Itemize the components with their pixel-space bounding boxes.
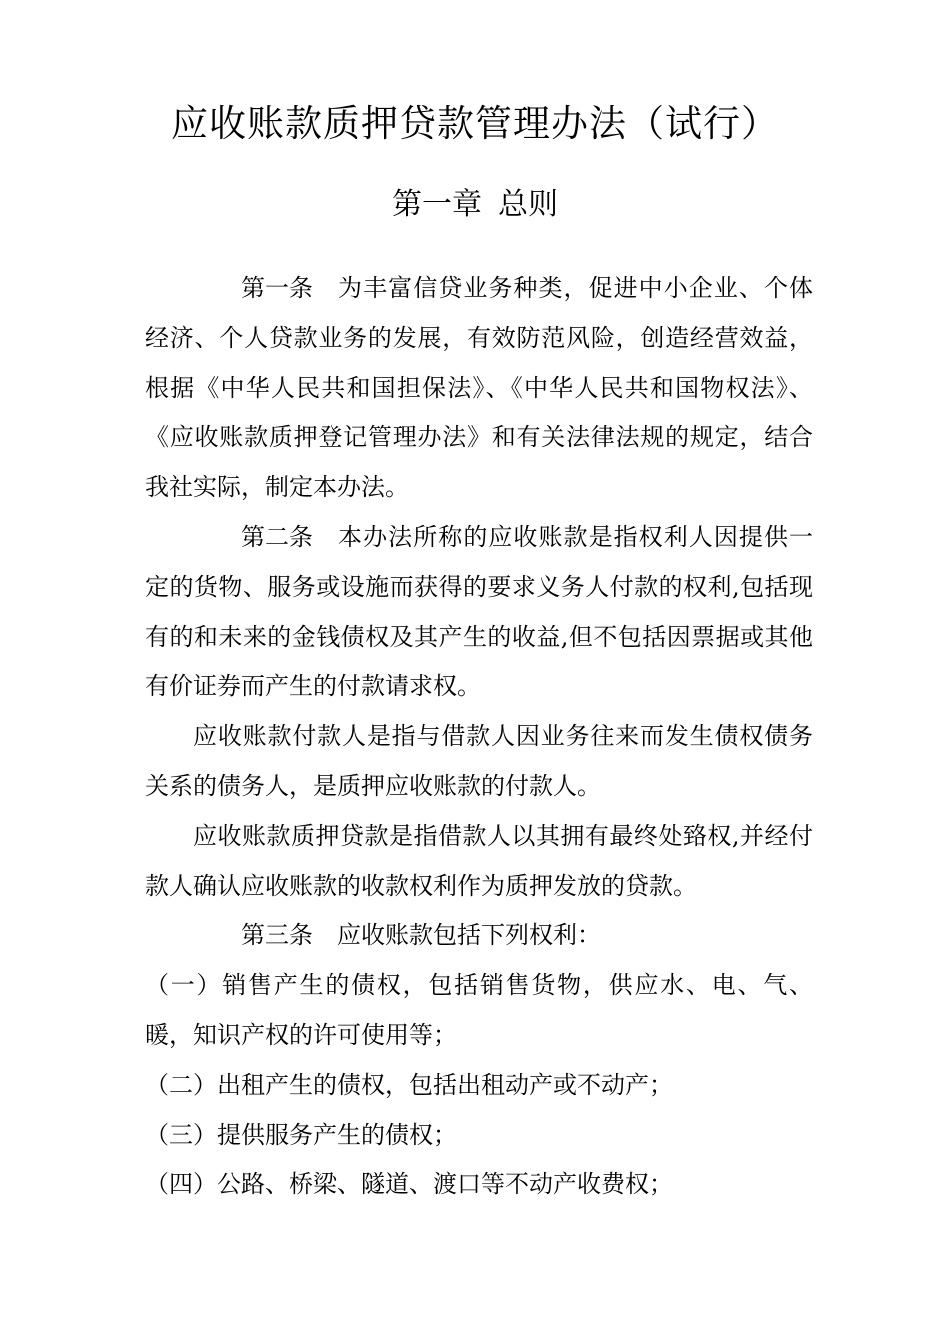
list-item: （二）出租产生的债权，包括出租动产或不动产；: [145, 1070, 673, 1099]
article-paragraph: [145, 712, 813, 812]
document-body: [145, 264, 813, 1210]
article-paragraph: [145, 911, 813, 961]
chapter-name: 总则: [498, 187, 558, 222]
article-paragraph: [145, 513, 813, 712]
article-text: 应收账款质押贷款是指借款人以其拥有最终处臵权,并经付款人确认应收账款的收款权利作为质押发放的贷款。: [145, 821, 813, 900]
article-label: 第三条: [241, 921, 313, 950]
list-item: （一）销售产生的债权，包括销售货物，供应水、电、气、暖，知识产权的许可使用等；: [145, 971, 813, 1049]
article-label: 第二条: [241, 522, 313, 551]
chapter-heading: [0, 183, 950, 227]
document-title: 应收账款质押贷款管理办法（试行）: [171, 102, 779, 145]
article-text: 本办法所称的应收账款是指权利人因提供一定的货物、服务或设施而获得的要求义务人付款的权利,包括现有的和未来的金钱债权及其产生的收益,但不包括因票据或其他有价证券而产生的付款请求权。: [145, 522, 813, 701]
article-text: 为丰富信贷业务种类，促进中小企业、个体经济、个人贷款业务的发展，有效防范风险，创造经营效益，根据《中华人民共和国担保法》、《中华人民共和国物权法》、《应收账款质押登记管理办法》和有关法律法规的规定，结合我社实际，制定本办法。: [145, 274, 813, 502]
list-item: （四）公路、桥梁、隧道、渡口等不动产收费权；: [145, 1170, 673, 1199]
article-paragraph: [145, 264, 813, 513]
list-item: （三）提供服务产生的债权；: [145, 1120, 457, 1149]
chapter-number: 第一章: [392, 187, 482, 222]
article-text: 应收账款包括下列权利：: [337, 921, 601, 950]
article-paragraph: [145, 812, 813, 912]
article-text: 应收账款付款人是指与借款人因业务往来而发生债权债务关系的债务人，是质押应收账款的付款人。: [145, 722, 813, 800]
article-label: 第一条: [241, 274, 313, 302]
